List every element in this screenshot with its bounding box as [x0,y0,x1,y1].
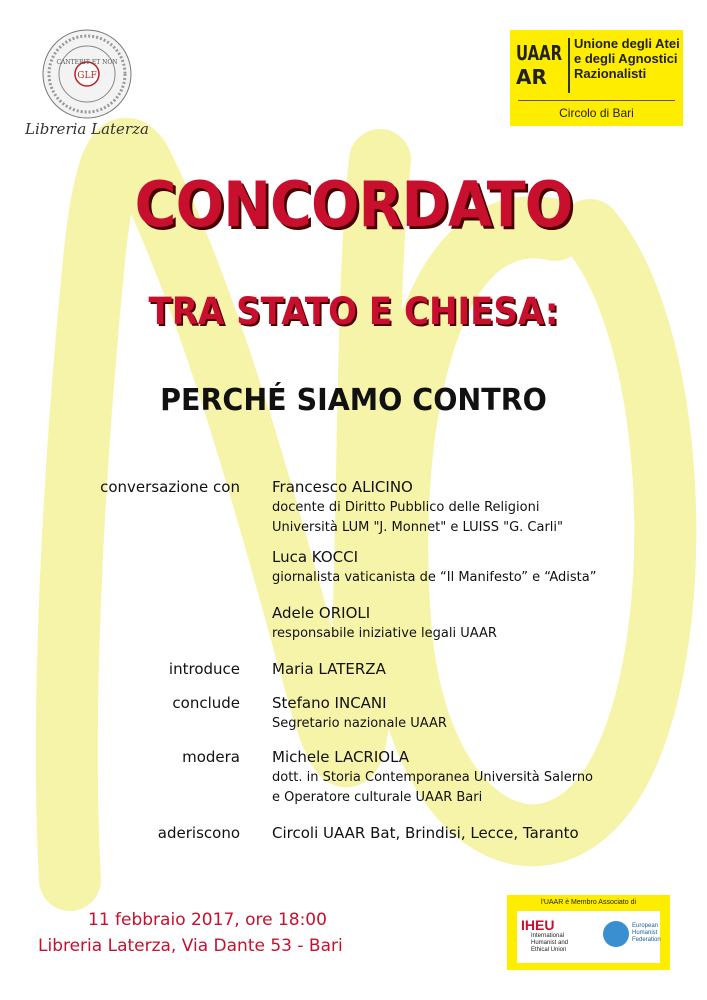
iheu-logo: IHEU [521,917,555,933]
ehf-logo-text [632,923,661,944]
uaar-circolo: Circolo di Bari [559,106,634,120]
partner-note: l'UAAR è Membro Associato di [540,899,637,906]
introduce-name: Maria LATERZA [272,660,386,678]
introduce-label: introduce [168,660,240,678]
speaker-name: Adele ORIOLI [272,604,371,622]
event-date: 11 febbraio 2017, ore 18:00 [88,910,327,930]
speaker-name: Luca KOCCI [272,548,359,566]
ehf-line: Humanist [632,930,658,936]
uaar-letters-text: UAAR [516,41,562,65]
speaker-name: Francesco ALICINO [272,478,413,496]
ehf-line: European [632,923,659,929]
main-title: CONCORDATO [134,168,573,241]
uaar-name [574,36,680,81]
conclude-description: Segretario nazionale UAAR [272,716,447,731]
libreria-laterza-logo [22,28,152,148]
modera-label: modera [182,748,240,766]
ehf-globe-icon [603,921,629,947]
speaker-description: giornalista vaticanista de “Il Manifesto” e “Adista” [272,570,597,585]
event-venue: Libreria Laterza, Via Dante 53 - Bari [38,936,343,956]
iheu-line: Humanist and [531,940,569,946]
subtitle: TRA STATO E CHIESA: [148,290,559,333]
uaar-name-line: e degli Agnostici [574,51,678,66]
conclude-name: Stefano INCANI [272,694,387,712]
modera-name: Michele LACRIOLA [272,748,410,766]
uaar-logo [510,30,683,126]
conclude-label: conclude [172,694,240,712]
uaar-hline [518,100,675,101]
speaker-description: responsabile iniziative legali UAAR [272,626,497,641]
libreria-seal-icon [22,28,152,120]
ehf-line: Federation [632,937,661,943]
aderiscono-label: aderiscono [157,824,240,842]
uaar-name-line: Unione degli Atei [574,36,680,51]
speaker-description: Università LUM "J. Monnet" e LUISS "G. Carli" [272,520,563,535]
seal-monogram: GLF [77,71,97,81]
iheu-subtitle [531,933,568,954]
iheu-line: Ethical Union [531,947,567,953]
partner-logos [517,911,660,963]
conversazione-label: conversazione con [100,478,240,496]
seal-motto: CANTERIT ET NON [56,59,118,66]
uaar-letters-icon [510,30,566,98]
aderiscono-text: Circoli UAAR Bat, Brindisi, Lecce, Taranto [272,824,579,842]
svg-text:AR: AR [516,65,547,89]
speaker-description: docente di Diritto Pubblico delle Religioni [272,500,540,515]
modera-description: dott. in Storia Contemporanea Università Salerno [272,770,594,785]
uaar-divider [568,38,570,93]
modera-description: e Operatore culturale UAAR Bari [272,790,483,805]
partner-box [507,895,670,970]
tagline: PERCHÉ SIAMO CONTRO [160,383,547,418]
libreria-caption: Libreria Laterza [25,120,149,138]
iheu-line: International [531,933,565,939]
uaar-name-line: Razionalisti [574,66,647,81]
